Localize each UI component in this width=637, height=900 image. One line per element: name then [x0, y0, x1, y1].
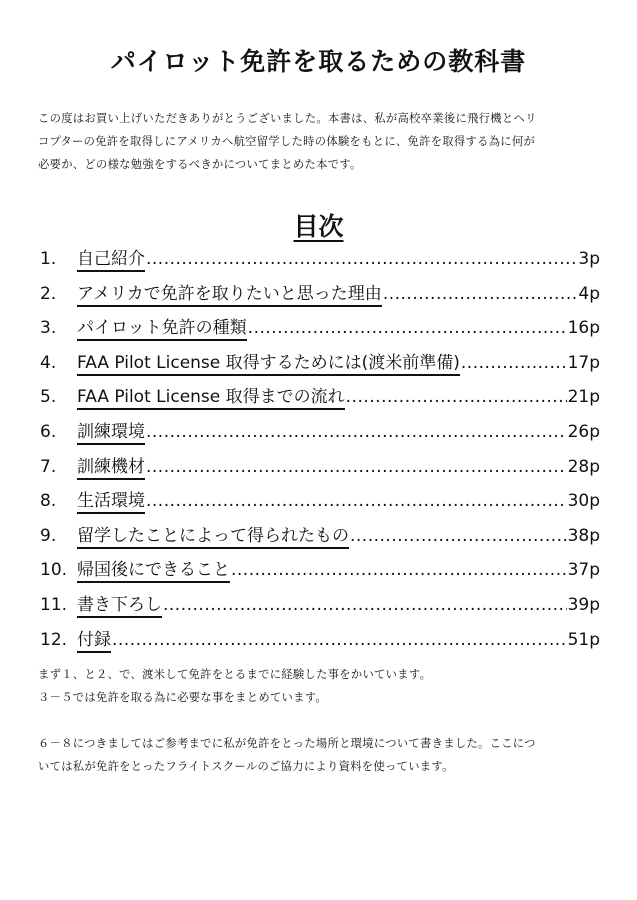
toc-entry-page: 51p	[567, 629, 600, 650]
toc-entry-page: 3p	[578, 249, 600, 269]
toc-entry[interactable]	[40, 486, 600, 521]
toc-entry-number: 10.	[40, 560, 68, 581]
notes-line: まず１、と２、で、渡米して免許をとるまでに経験した事をかいています。	[38, 668, 432, 681]
toc-entry[interactable]	[40, 555, 600, 590]
intro-line: 必要か、どの様な勉強をするべきかについてまとめた本です。	[38, 158, 362, 171]
toc-entry-label: 付録	[77, 625, 111, 653]
toc-entry[interactable]	[40, 244, 600, 279]
toc-entry-page: 30p	[567, 491, 600, 512]
toc-entry-number: 8.	[40, 491, 57, 512]
toc-entry-label: 訓練環境	[77, 417, 145, 445]
toc-entry-page: 26p	[567, 421, 600, 442]
toc-entry-label: FAA Pilot License 取得までの流れ	[77, 382, 345, 410]
toc-entry-label: 帰国後にできること	[77, 555, 230, 583]
toc-entry-label: 自己紹介	[77, 244, 145, 272]
toc-entry[interactable]	[40, 521, 600, 556]
toc-entry-page: 16p	[567, 318, 600, 339]
toc-leader-dots	[146, 249, 577, 269]
toc-leader-dots	[383, 284, 578, 304]
notes-line: ３－５では免許を取る為に必要な事をまとめています。	[38, 691, 328, 704]
toc-entry-page: 17p	[567, 352, 600, 373]
notes-line: いては私が免許をとったフライトスクールのご協力により資料を使っています。	[38, 760, 454, 773]
toc-leader-dots	[146, 422, 567, 442]
toc-entry[interactable]	[40, 382, 600, 417]
toc-entry-label: 書き下ろし	[77, 590, 162, 618]
toc-entry-page: 28p	[567, 456, 600, 477]
toc-entry-label: アメリカで免許を取りたいと思った理由	[77, 279, 382, 307]
paragraph-gap	[38, 709, 606, 732]
toc-entry[interactable]	[40, 452, 600, 487]
toc-entry-label: 生活環境	[77, 486, 145, 514]
intro-line: コプターの免許を取得しにアメリカへ航空留学した時の体験をもとに、免許を取得する為に何が	[38, 135, 536, 148]
toc-leader-dots	[248, 318, 567, 338]
toc-entry[interactable]	[40, 348, 600, 383]
toc-leader-dots	[112, 630, 567, 650]
toc-entry[interactable]	[40, 590, 600, 625]
toc-entry[interactable]	[40, 417, 600, 452]
toc-heading-text: 目次	[293, 212, 344, 241]
toc-leader-dots	[231, 560, 567, 580]
toc-entry-label: FAA Pilot License 取得するためには(渡米前準備)	[77, 348, 460, 376]
toc-heading	[0, 207, 637, 243]
toc-entry-number: 4.	[40, 352, 57, 373]
toc-entry-number: 1.	[40, 249, 57, 269]
toc-leader-dots	[346, 387, 567, 407]
toc-entry-label: 留学したことによって得られたもの	[77, 521, 349, 549]
toc-entry-number: 12.	[40, 629, 68, 650]
toc-entry-page: 39p	[567, 594, 600, 615]
notes-line: ６－８につきましてはご参考までに私が免許をとった場所と環境について書きました。ここにつ	[38, 737, 536, 750]
toc-entry[interactable]	[40, 625, 600, 660]
toc-entry-number: 9.	[40, 525, 57, 546]
toc-leader-dots	[146, 457, 567, 477]
toc-entry-number: 7.	[40, 456, 57, 477]
toc-entry-page: 4p	[578, 283, 600, 304]
toc-entry-page: 38p	[567, 525, 600, 546]
toc-entry-page: 21p	[567, 387, 600, 408]
toc-entry-label: 訓練機材	[77, 452, 145, 480]
toc-entry-page: 37p	[567, 560, 600, 581]
table-of-contents	[40, 244, 600, 659]
toc-leader-dots	[461, 353, 567, 373]
toc-leader-dots	[350, 526, 567, 546]
toc-entry-label: パイロット免許の種類	[77, 313, 247, 341]
toc-leader-dots	[146, 491, 567, 511]
toc-entry-number: 11.	[40, 594, 68, 615]
document-title: パイロット免許を取るための教科書	[110, 47, 527, 76]
intro-line: この度はお買い上げいただきありがとうございました。本書は、私が高校卒業後に飛行機とヘリ	[38, 112, 537, 125]
notes-section	[38, 663, 606, 778]
toc-entry-number: 5.	[40, 387, 57, 408]
toc-entry[interactable]	[40, 313, 600, 348]
toc-leader-dots	[163, 595, 567, 615]
toc-entry-number: 3.	[40, 318, 57, 339]
toc-entry-number: 6.	[40, 421, 57, 442]
toc-entry[interactable]	[40, 279, 600, 314]
intro-paragraph	[38, 107, 606, 176]
toc-entry-number: 2.	[40, 283, 57, 304]
